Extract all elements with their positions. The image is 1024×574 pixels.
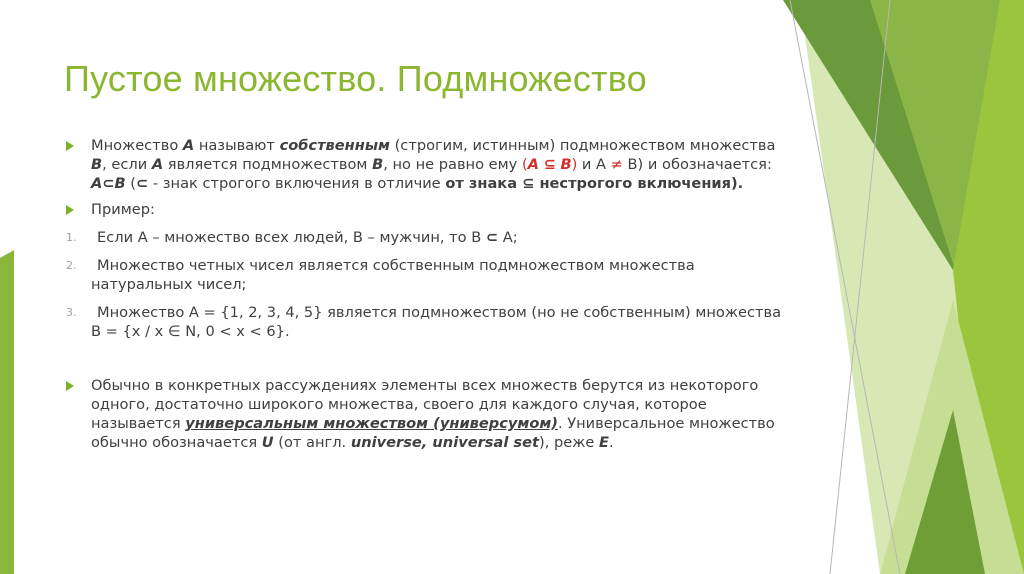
list-item: 1. Если А – множество всех людей, В – мужчин, то В ⊂ А;: [66, 229, 518, 246]
bullet-universal-set: Обычно в конкретных рассуждениях элементы всех множеств берутся из некоторого одного, достаточно широкого множества, своего для каждого случая, которое называется универсальным множеством (универсумом). Универсальное множество обычно обозначается U (от англ. universe, universal set), реже E.: [66, 376, 786, 452]
triangle-bullet-icon: [66, 381, 74, 391]
list-item: 3. Множество А = {1, 2, 3, 4, 5} является подмножеством (но не собственным) множества В = {x / x ∈ N, 0 < x < 6}.: [66, 304, 782, 340]
deco-shape-left-bar: [0, 250, 14, 574]
triangle-bullet-icon: [66, 205, 74, 215]
slide-title: Пустое множество. Подмножество: [64, 58, 647, 99]
bullet-definition: Множество A называют собственным (строгим, истинным) подмножеством множества B, если A является подмножеством B, но не равно ему (A ⊆ B) и A ≠ B) и обозначается: A⊂B (⊂ - знак строгого включения в отличие от знака ⊆ нестрогого включения).: [66, 136, 786, 193]
slide-content: [66, 136, 786, 452]
triangle-bullet-icon: [66, 141, 74, 151]
list-item: 2. Множество четных чисел является собственным подмножеством множества натуральных чисел;: [66, 257, 695, 293]
bullet-example: Пример:: [66, 200, 786, 219]
